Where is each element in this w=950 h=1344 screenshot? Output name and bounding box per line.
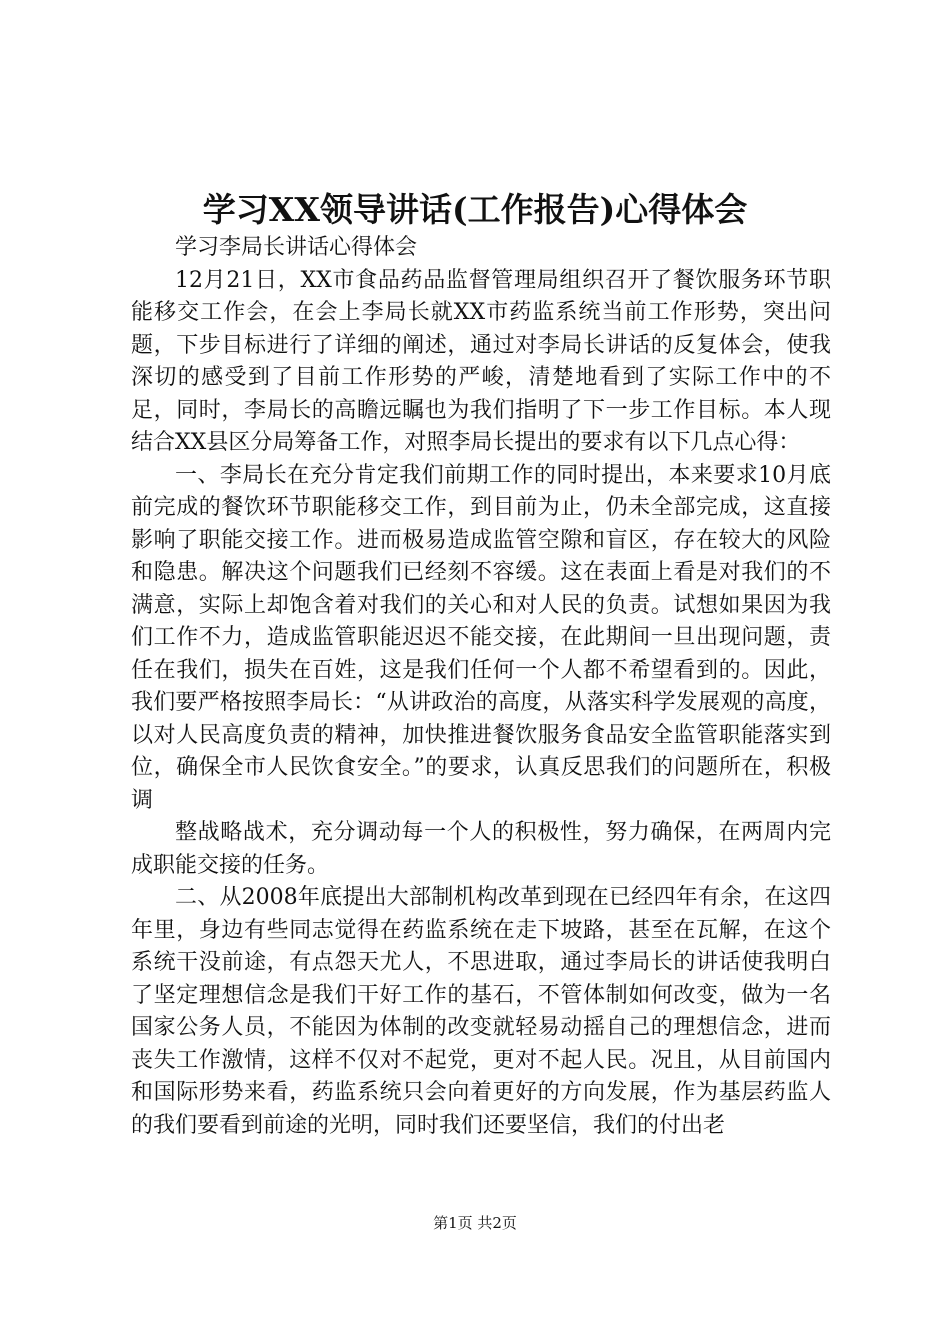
paragraph-point-one-continued: 整战略战术，充分调动每一个人的积极性，努力确保，在两周内完成职能交接的任务。 xyxy=(131,820,831,878)
paragraph-intro: 12月21日，XX市食品药品监督管理局组织召开了餐饮服务环节职能移交工作会，在会上李局长就XX市药监系统当前工作形势，突出问题，下步目标进行了详细的阐述，通过对李局长讲话的反复体会，使我深切的感受到了目前工作形势的严峻，清楚地看到了实际工作中的不足，同时，李局长的高瞻远瞩也为我们指明了下一步工作目标。本人现结合XX县区分局筹备工作，对照李局长提出的要求有以下几点心得： xyxy=(131,267,831,455)
page-number-footer: 第1页 共2页 xyxy=(433,1214,517,1232)
paragraph-point-one: 一、李局长在充分肯定我们前期工作的同时提出，本来要求10月底前完成的餐饮环节职能移交工作，到目前为止，仍未全部完成，这直接影响了职能交接工作。进而极易造成监管空隙和盲区，存在较大的风险和隐患。解决这个问题我们已经刻不容缓。这在表面上看是对我们的不满意，实际上却饱含着对我们的关心和对人民的负责。试想如果因为我们工作不力，造成监管职能迟迟不能交接，在此期间一旦出现问题，责任在我们，损失在百姓，这是我们任何一个人都不希望看到的。因此，我们要严格按照李局长：“从讲政治的高度，从落实科学发展观的高度，以对人民高度负责的精神，加快推进餐饮服务食品安全监管职能落实到位，确保全市人民饮食安全。”的要求，认真反思我们的问题所在，积极调 xyxy=(131,462,831,813)
paragraph-point-two: 二、从2008年底提出大部制机构改革到现在已经四年有余，在这四年里，身边有些同志觉得在药监系统在走下坡路，甚至在瓦解，在这个系统干没前途，有点怨天尤人，不思进取，通过李局长的讲话使我明白了坚定理想信念是我们干好工作的基石，不管体制如何改变，做为一名国家公务人员，不能因为体制的改变就轻易动摇自己的理想信念，进而丧失工作激情，这样不仅对不起党，更对不起人民。况且，从目前国内和国际形势来看，药监系统只会向着更好的方向发展，作为基层药监人的我们要看到前途的光明，同时我们还要坚信，我们的付出老 xyxy=(131,885,831,1138)
document-body xyxy=(131,232,831,1142)
document-title: 学习XX领导讲话(工作报告)心得体会 xyxy=(202,190,748,229)
paragraph-subtitle: 学习李局长讲话心得体会 xyxy=(175,235,418,260)
